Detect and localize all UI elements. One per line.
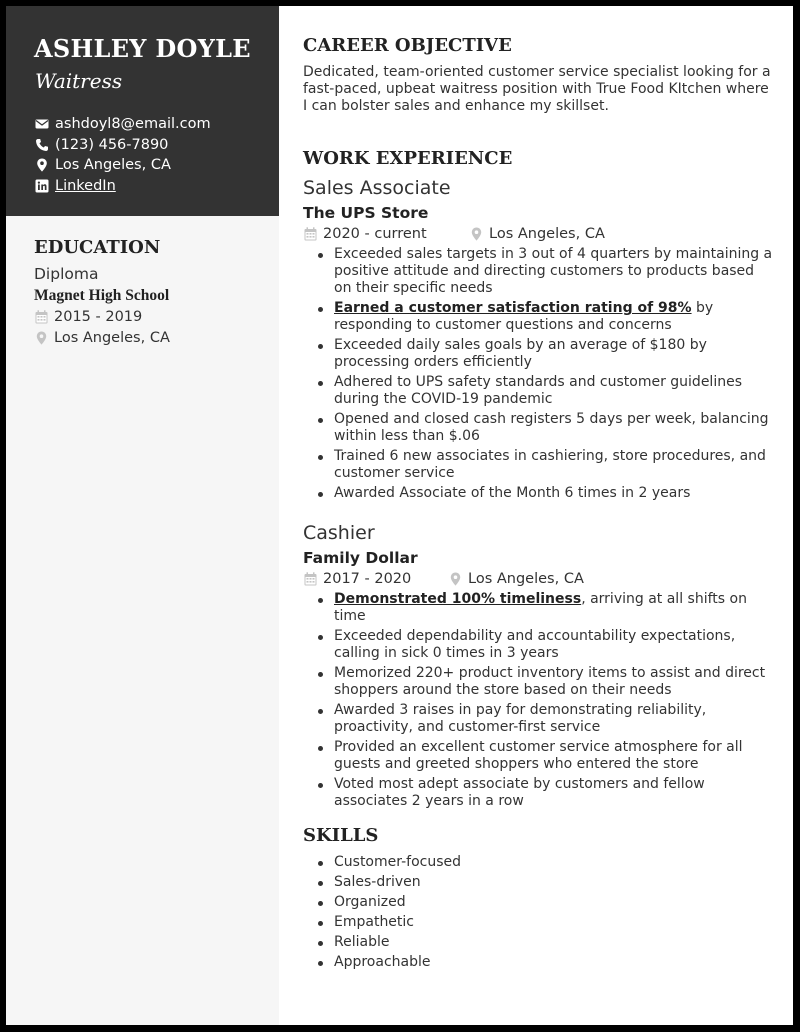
bullet-text: Exceeded dependability and accountability expectations, calling in sick 0 times in 3 years [334, 628, 736, 661]
education-dates [35, 309, 142, 325]
bullet-highlight: Earned a customer satisfaction rating of 98% [334, 300, 692, 316]
job-dates [304, 226, 427, 242]
candidate-name: ASHLEY DOYLE [34, 34, 251, 63]
bullet-text: , arriving at all shifts on time [334, 591, 747, 624]
job-dates-text: 2020 - current [323, 226, 427, 242]
bullet-text: Awarded Associate of the Month 6 times in 2 years [334, 485, 691, 501]
objective-text: Dedicated, team-oriented customer service specialist looking for a fast-paced, upbeat waitress position with True Food KItchen where I can bolster sales and enhance my skillset. [303, 64, 771, 114]
bullet-item [303, 628, 773, 662]
bullet-text: Exceeded sales targets in 3 out of 4 quarters by maintaining a positive attitude and directing customers to products based on their specific needs [334, 246, 773, 296]
bullet-text: Trained 6 new associates in cashiering, store procedures, and customer service [334, 448, 766, 481]
job-location [449, 571, 584, 587]
bullet-text: Voted most adept associate by customers and fellow associates 2 years in a row [334, 776, 705, 809]
skill-item: Approachable [303, 954, 773, 971]
job-company: The UPS Store [303, 204, 429, 222]
job-location-text: Los Angeles, CA [489, 226, 605, 242]
bullet-text: Adhered to UPS safety standards and customer guidelines during the COVID-19 pandemic [334, 374, 742, 407]
bullet-text: Exceeded daily sales goals by an average of $180 by processing orders efficiently [334, 337, 707, 370]
bullet-item [303, 665, 773, 699]
bullet-item [303, 776, 773, 810]
education-school: Magnet High School [34, 287, 170, 304]
phone-icon [35, 138, 49, 152]
job-dates-text: 2017 - 2020 [323, 571, 412, 587]
linkedin-icon [35, 179, 49, 193]
calendar-icon [35, 310, 48, 324]
skills-heading: SKILLS [303, 825, 379, 846]
envelope-icon [35, 117, 49, 131]
job-bullets [303, 246, 773, 505]
bullet-text: Opened and closed cash registers 5 days per week, balancing within less than $.06 [334, 411, 769, 444]
objective-heading: CAREER OBJECTIVE [303, 35, 512, 56]
bullet-highlight: Demonstrated 100% timeliness [334, 591, 582, 607]
contact-phone [35, 135, 211, 156]
contact-email-text: ashdoyl8@email.com [55, 116, 211, 133]
bullet-item [303, 591, 773, 625]
job-location [470, 226, 605, 242]
skill-item: Organized [303, 894, 773, 911]
contact-phone-text: (123) 456-7890 [55, 136, 169, 153]
map-pin-icon [449, 572, 462, 586]
contact-list [35, 114, 211, 196]
skill-item: Empathetic [303, 914, 773, 931]
bullet-text: by responding to customer questions and concerns [334, 300, 714, 333]
education-degree: Diploma [34, 265, 99, 283]
candidate-role: Waitress [35, 69, 123, 93]
header-box [6, 6, 279, 216]
job-title: Cashier [303, 522, 375, 544]
education-location [35, 330, 170, 346]
skills-list [303, 854, 773, 974]
resume-page [6, 6, 793, 1025]
bullet-text: Memorized 220+ product inventory items to assist and direct shoppers around the store based on their needs [334, 665, 766, 698]
contact-location-text: Los Angeles, CA [55, 157, 171, 174]
education-heading: EDUCATION [34, 237, 161, 258]
linkedin-link[interactable]: LinkedIn [55, 177, 116, 194]
bullet-text: Provided an excellent customer service atmosphere for all guests and greeted shoppers who entered the store [334, 739, 743, 772]
bullet-item [303, 411, 773, 445]
bullet-item [303, 337, 773, 371]
skill-item: Customer-focused [303, 854, 773, 871]
calendar-icon [304, 572, 317, 586]
education-location-text: Los Angeles, CA [54, 330, 170, 346]
contact-email [35, 114, 211, 135]
map-pin-icon [35, 158, 49, 172]
job-dates [304, 571, 411, 587]
job-bullets [303, 591, 773, 813]
skill-item: Reliable [303, 934, 773, 951]
job-location-text: Los Angeles, CA [468, 571, 584, 587]
job-company: Family Dollar [303, 549, 418, 567]
contact-location [35, 155, 211, 176]
map-pin-icon [35, 331, 48, 345]
calendar-icon [304, 227, 317, 241]
bullet-item [303, 448, 773, 482]
job-title: Sales Associate [303, 177, 451, 199]
skill-item: Sales-driven [303, 874, 773, 891]
bullet-item [303, 246, 773, 297]
bullet-item [303, 485, 773, 502]
map-pin-icon [470, 227, 483, 241]
education-dates-text: 2015 - 2019 [54, 309, 143, 325]
bullet-item [303, 374, 773, 408]
bullet-item [303, 702, 773, 736]
contact-linkedin [35, 176, 211, 197]
bullet-text: Awarded 3 raises in pay for demonstrating reliability, proactivity, and customer-first service [334, 702, 707, 735]
experience-heading: WORK EXPERIENCE [303, 148, 513, 169]
bullet-item [303, 739, 773, 773]
bullet-item [303, 300, 773, 334]
